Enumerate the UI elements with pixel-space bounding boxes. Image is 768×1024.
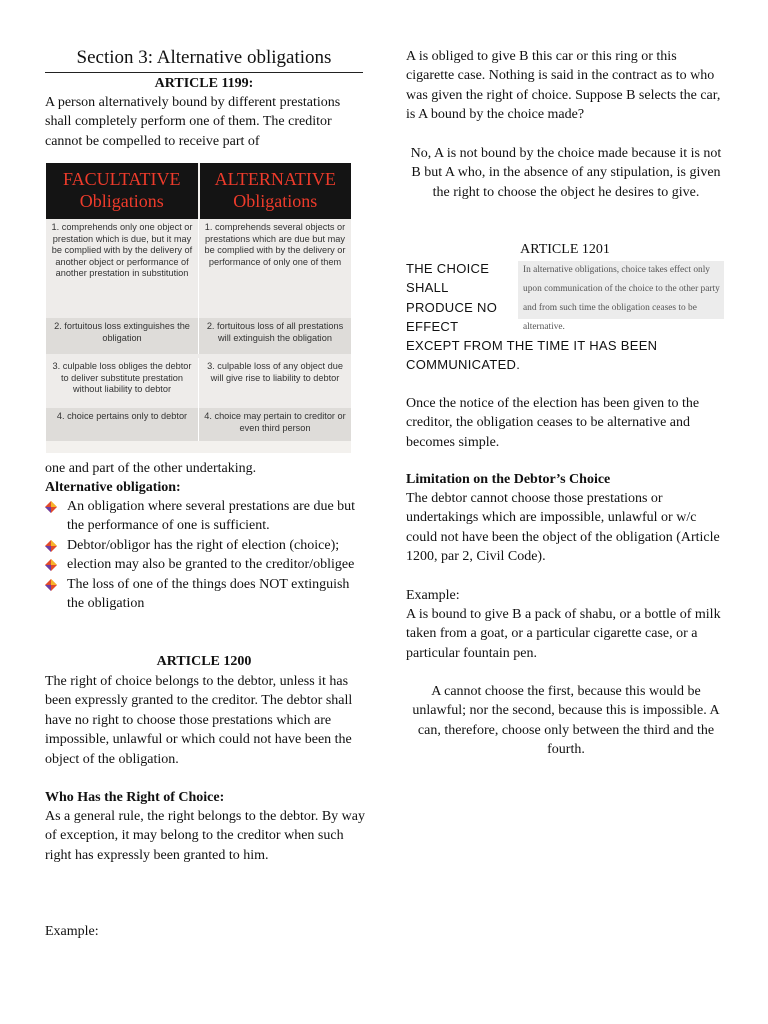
example-text: A is obliged to give B this car or this ring or this cigarette case. Nothing is said in the contract as to who was given the right of choice. Suppose B selects the car, is A bound by the choice made? <box>406 49 721 123</box>
example-label: Example: <box>45 924 99 939</box>
comparison-cell: 3. culpable loss obliges the debtor to deliver substitute prestation without liability to debtor <box>52 361 192 394</box>
comparison-table-image <box>46 163 351 453</box>
arrow-bullet-icon <box>45 501 57 513</box>
alternative-obligation-list <box>45 497 365 613</box>
article-1201-caps-tail: EXCEPT FROM THE TIME IT HAS BEEN COMMUNICATED. <box>406 338 658 373</box>
notice-text: Once the notice of the election has been given to the creditor, the obligation ceases to be alternative and becomes simple. <box>406 396 700 450</box>
alternative-header: ALTERNATIVE Obligations <box>198 163 352 219</box>
caps-line: PRODUCE NO <box>406 299 498 315</box>
article-1199-heading: ARTICLE 1199: <box>154 76 254 91</box>
comparison-cell: 1. comprehends several objects or prestations which are due but may be complied with by the delivery or performance of only one of them <box>198 219 351 318</box>
bullet-text: An obligation where several prestations are due but the performance of one is sufficient. <box>67 499 356 534</box>
list-item <box>45 575 365 614</box>
bullet-text: Debtor/obligor has the right of election (choice); <box>67 537 340 553</box>
facultative-header: FACULTATIVE Obligations <box>62 169 181 211</box>
comparison-cell: 2. fortuitous loss extinguishes the obligation <box>54 321 190 343</box>
arrow-bullet-icon <box>45 540 57 552</box>
article-1199-text: A person alternatively bound by different prestations shall completely perform one of them. The creditor cannot be compelled to receive part of <box>45 95 341 149</box>
comparison-cell: 4. choice pertains only to debtor <box>56 411 188 421</box>
right-of-choice-heading: Who Has the Right of Choice: <box>45 790 225 805</box>
article-1199-continued: one and part of the other undertaking. <box>45 461 257 476</box>
right-of-choice-text: As a general rule, the right belongs to the debtor. By way of exception, it may belong to the creditor when such right has expressly been granted to him. <box>45 809 365 863</box>
comparison-cell: 3. culpable loss of any object due will give rise to liability to debtor <box>198 358 351 408</box>
limitation-heading: Limitation on the Debtor’s Choice <box>406 472 611 487</box>
article-1201-quote-image: In alternative obligations, choice takes effect only upon communication of the choice to the other party and from such time the obligation ceases to be alternative. <box>518 261 724 319</box>
arrow-bullet-icon <box>45 579 57 591</box>
comparison-row <box>46 408 351 441</box>
comparison-row <box>46 219 351 318</box>
limitation-text: The debtor cannot choose those prestations or undertakings which are impossible, unlawful or w/c could not have been the object of the obligation (Article 1200, par 2, Civil Code). <box>406 491 720 565</box>
comparison-cell: 4. choice may pertain to creditor or even third person <box>198 408 351 441</box>
answer-text: No, A is not bound by the choice made because it is not B but A who, in the absence of any stipulation, is given the right to choose the object he desires to give. <box>410 146 722 200</box>
article-1201-heading: ARTICLE 1201 <box>520 242 610 257</box>
bullet-text: The loss of one of the things does NOT extinguish the obligation <box>67 576 350 612</box>
article-1200-text: The right of choice belongs to the debtor, unless it has been expressly granted to the creditor. The debtor shall have no right to choose those prestations which are impossible, unlawful or which could not have been the object of the obligation. <box>45 674 353 767</box>
caps-line: THE CHOICE <box>406 261 490 276</box>
comparison-cell: 2. fortuitous loss of all prestations will extinguish the obligation <box>198 318 351 354</box>
bullet-text: election may also be granted to the creditor/obligee <box>67 557 355 573</box>
section-title: Section 3: Alternative obligations <box>45 46 363 73</box>
article-1200-heading: ARTICLE 1200 <box>156 654 252 669</box>
alternative-obligation-heading: Alternative obligation: <box>45 480 181 495</box>
arrow-bullet-icon <box>45 559 57 571</box>
caps-line: SHALL <box>406 280 449 296</box>
comparison-header <box>46 163 351 219</box>
list-item <box>45 536 365 555</box>
example2-text: A is bound to give B a pack of shabu, or a bottle of milk taken from a goat, or a particular cigarette case, or a particular fountain pen. <box>406 607 721 661</box>
comparison-cell: 1. comprehends only one object or prestation which is due, but it may be complied with by the delivery of another object or performance of another prestation in substitution <box>51 222 193 278</box>
caps-line: EFFECT <box>406 319 459 335</box>
example2-conclusion: A cannot choose the first, because this would be unlawful; nor the second, because this is impossible. A can, therefore, choose only between the third and the fourth. <box>412 684 720 758</box>
article-1201-caps <box>406 259 514 337</box>
comparison-row <box>46 354 351 408</box>
list-item <box>45 555 365 574</box>
comparison-row <box>46 318 351 354</box>
list-item <box>45 497 365 536</box>
example2-label: Example: <box>406 588 460 603</box>
